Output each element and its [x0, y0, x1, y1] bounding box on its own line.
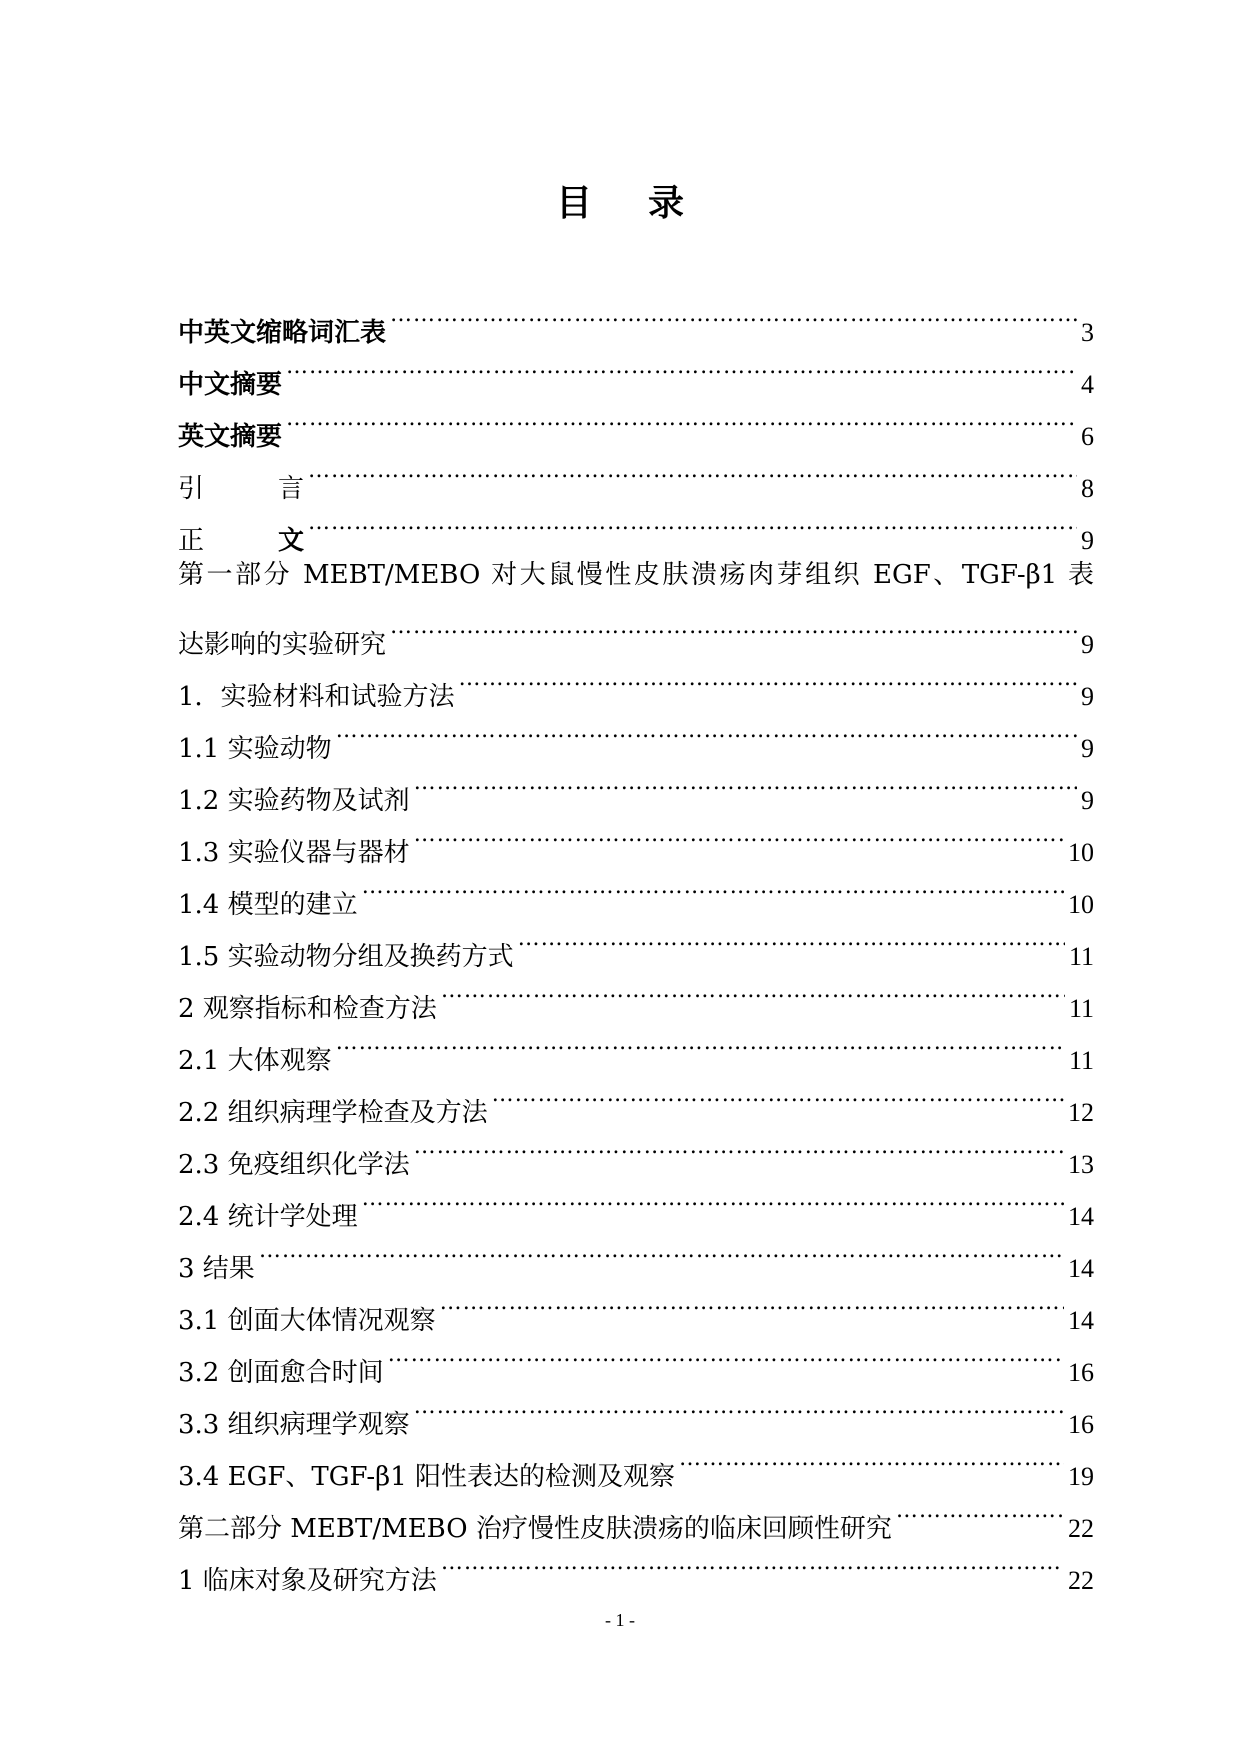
toc-leader-dots	[259, 1225, 1064, 1277]
toc-leader-dots	[440, 1277, 1064, 1329]
toc-leader-dots	[308, 497, 1077, 549]
toc-leader-dots	[441, 1537, 1064, 1589]
toc-entry-page: 16	[1068, 1410, 1094, 1439]
toc-leader-dots	[390, 289, 1077, 341]
toc-label-part-b: 文	[278, 526, 305, 556]
toc-leader-dots	[414, 809, 1064, 861]
toc-entry-label: 达影响的实验研究	[178, 630, 387, 660]
toc-entry-page: 11	[1068, 1046, 1094, 1075]
toc-entry-page: 9	[1081, 786, 1094, 815]
toc-entry[interactable]	[178, 601, 1094, 660]
toc-entry[interactable]	[178, 289, 1094, 348]
toc-leader-dots	[308, 445, 1077, 497]
toc-leader-dots	[492, 1069, 1064, 1121]
toc-leader-dots	[518, 913, 1065, 965]
table-of-contents	[178, 289, 1094, 1596]
toc-entry-label: 3.4 EGF、TGF-β1 阳性表达的检测及观察	[178, 1462, 676, 1492]
toc-entry-label: 2 观察指标和检查方法	[178, 994, 437, 1024]
toc-entry-page: 8	[1081, 474, 1094, 503]
toc-entry-label: 1.3 实验仪器与器材	[178, 838, 410, 868]
toc-entry-label: 1.1 实验动物	[178, 734, 332, 764]
toc-leader-dots	[896, 1485, 1064, 1537]
toc-entry-page: 11	[1068, 994, 1094, 1023]
toc-entry-label: 1.5 实验动物分组及换药方式	[178, 942, 514, 972]
toc-entry[interactable]	[178, 393, 1094, 452]
toc-entry-page: 9	[1081, 734, 1094, 763]
toc-leader-dots	[390, 601, 1077, 653]
toc-entry-label: 2.1 大体观察	[178, 1046, 332, 1076]
toc-entry-page: 22	[1068, 1514, 1094, 1543]
toc-entry-page: 10	[1068, 890, 1094, 919]
toc-entry-label: 2.2 组织病理学检查及方法	[178, 1098, 488, 1128]
toc-entry-page: 4	[1081, 370, 1094, 399]
toc-leader-dots	[286, 341, 1077, 393]
toc-entry-page: 13	[1068, 1150, 1094, 1179]
toc-entry-label: 1.4 模型的建立	[178, 890, 358, 920]
toc-entry-label: 1．实验材料和试验方法	[178, 682, 455, 712]
toc-leader-dots	[441, 965, 1065, 1017]
toc-entry-label: 中文摘要	[178, 370, 283, 400]
toc-entry-page: 22	[1068, 1566, 1094, 1595]
toc-entry[interactable]	[178, 497, 1094, 556]
toc-entry-label: 1.2 实验药物及试剂	[178, 786, 410, 816]
toc-entry-page: 12	[1068, 1098, 1094, 1127]
toc-entry-page: 9	[1081, 682, 1094, 711]
toc-entry[interactable]	[178, 1277, 1094, 1336]
toc-entry-label: 第一部分 MEBT/MEBO 对大鼠慢性皮肤溃疡肉芽组织 EGF、TGF-β1 表	[178, 560, 1094, 590]
toc-leader-dots	[362, 1173, 1064, 1225]
toc-entry-page: 16	[1068, 1358, 1094, 1387]
toc-leader-dots	[459, 653, 1077, 705]
toc-leader-dots	[286, 393, 1077, 445]
toc-entry[interactable]	[178, 1225, 1094, 1284]
title-char-2: 录	[648, 183, 685, 224]
toc-leader-dots	[679, 1433, 1064, 1485]
toc-label-part-a: 引	[178, 474, 205, 504]
toc-entry-page: 9	[1081, 526, 1094, 555]
toc-entry-label: 3.3 组织病理学观察	[178, 1410, 410, 1440]
toc-entry-page: 11	[1068, 942, 1094, 971]
toc-entry-page: 14	[1068, 1254, 1094, 1283]
title-char-1: 目	[555, 183, 592, 224]
toc-entry-label: 3.1 创面大体情况观察	[178, 1306, 436, 1336]
toc-entry-label: 2.4 统计学处理	[178, 1202, 358, 1232]
toc-entry-label: 3.2 创面愈合时间	[178, 1358, 384, 1388]
toc-leader-dots	[414, 1381, 1064, 1433]
toc-entry-page: 14	[1068, 1202, 1094, 1231]
toc-entry-page: 6	[1081, 422, 1094, 451]
page-title	[0, 180, 1240, 228]
toc-label-part-a: 正	[178, 526, 205, 556]
toc-leader-dots	[336, 1017, 1065, 1069]
toc-entry-page: 10	[1068, 838, 1094, 867]
toc-entry-label: 英文摘要	[178, 422, 283, 452]
toc-entry-page: 3	[1081, 318, 1094, 347]
toc-leader-dots	[362, 861, 1064, 913]
toc-entry-label: 3 结果	[178, 1254, 255, 1284]
toc-entry-wrapped-line[interactable]	[178, 549, 1094, 601]
toc-entry[interactable]	[178, 341, 1094, 400]
toc-entry-label: 2.3 免疫组织化学法	[178, 1150, 410, 1180]
toc-entry[interactable]	[178, 445, 1094, 504]
toc-leader-dots	[414, 1121, 1064, 1173]
toc-entry-page: 19	[1068, 1462, 1094, 1491]
page-number-footer: - 1 -	[605, 1610, 635, 1630]
toc-entry-label: 中英文缩略词汇表	[178, 318, 387, 348]
toc-leader-dots	[336, 705, 1077, 757]
toc-entry-label: 第二部分 MEBT/MEBO 治疗慢性皮肤溃疡的临床回顾性研究	[178, 1514, 892, 1544]
toc-entry-page: 14	[1068, 1306, 1094, 1335]
toc-entry-page: 9	[1081, 630, 1094, 659]
toc-entry-label	[178, 463, 304, 515]
toc-leader-dots	[388, 1329, 1064, 1381]
toc-leader-dots	[414, 757, 1077, 809]
toc-entry-label: 1 临床对象及研究方法	[178, 1566, 437, 1596]
toc-label-part-b: 言	[278, 474, 305, 504]
